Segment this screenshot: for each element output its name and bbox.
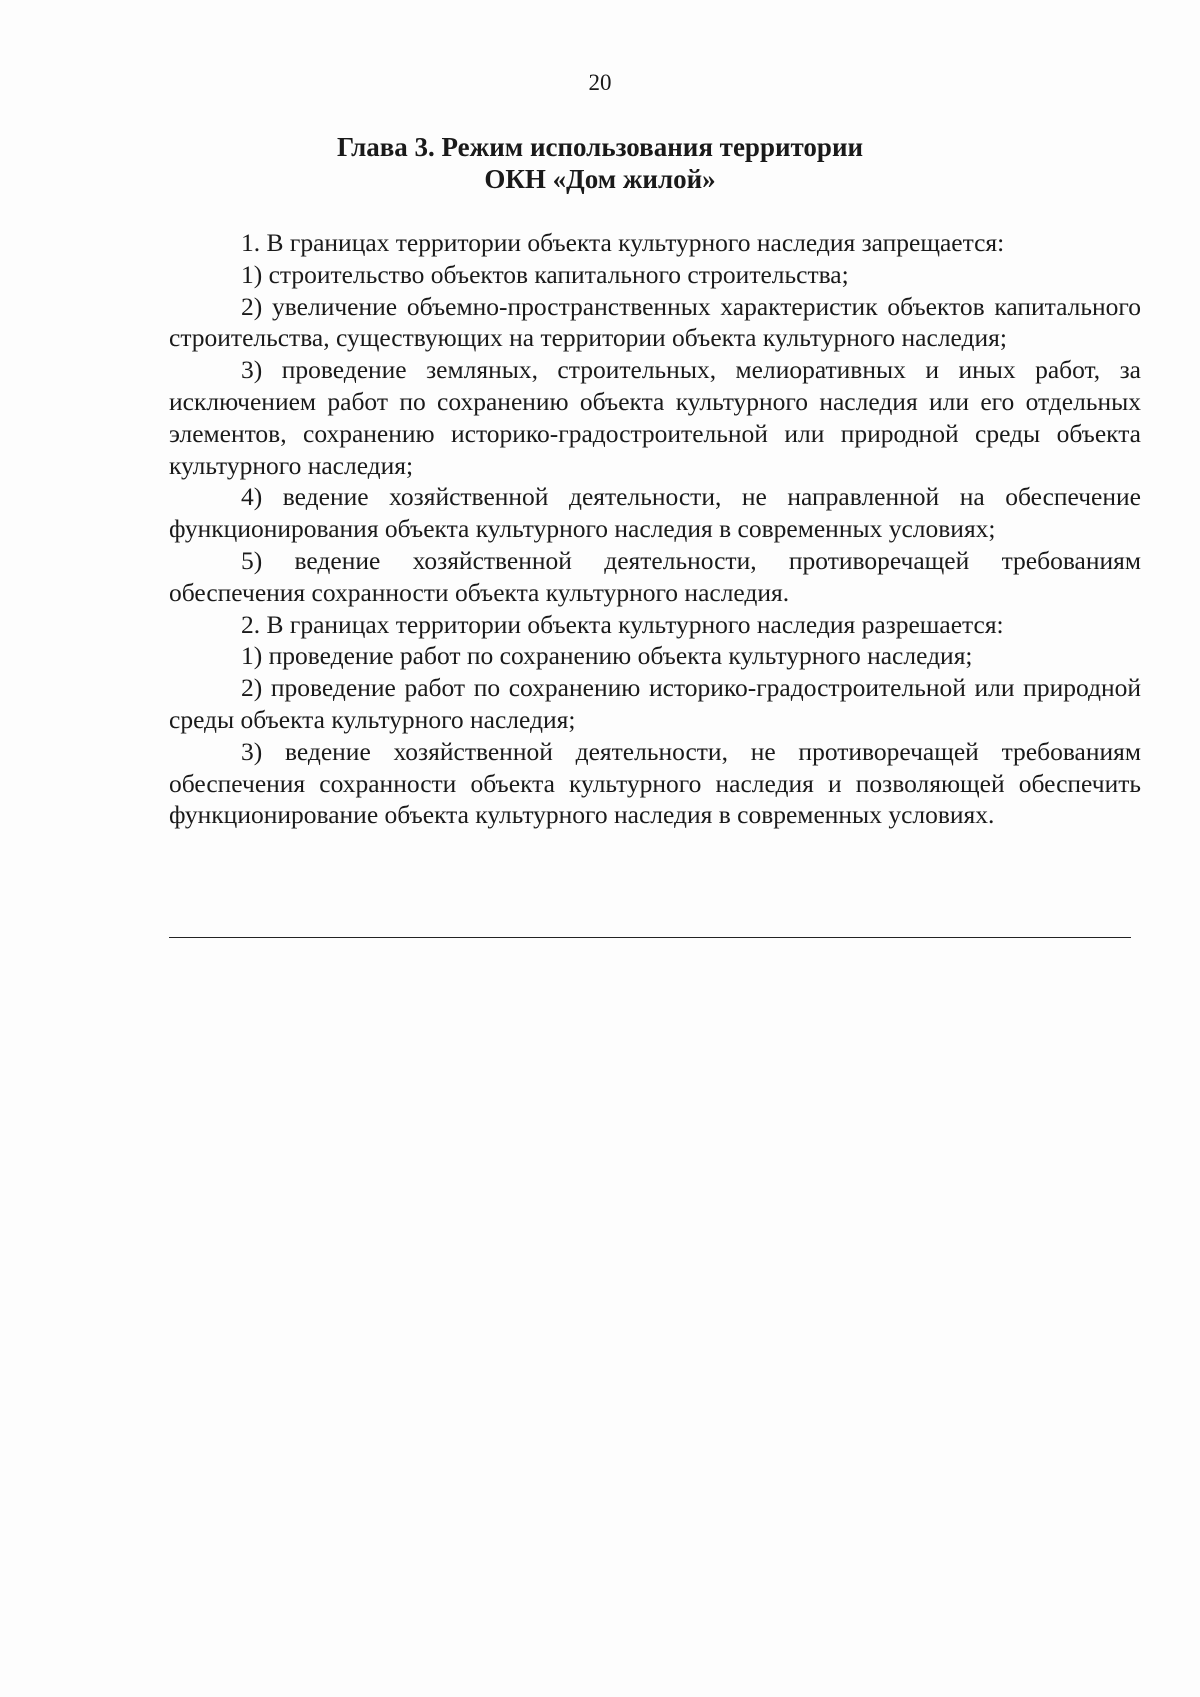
page-number: 20: [588, 70, 612, 95]
permission-item-2: 2) проведение работ по сохранению историко-градостроительной или природной среды объекта культурного наследия;: [169, 673, 1141, 734]
prohibition-item-2: 2) увеличение объемно-пространственных характеристик объектов капитального строительства, существующих на территории объекта культурного наследия;: [169, 291, 1141, 353]
chapter-heading: [0, 131, 1200, 195]
end-divider-line: [169, 937, 1131, 938]
permission-item-1: 1) проведение работ по сохранению объекта культурного наследия;: [241, 641, 973, 671]
chapter-heading-line-1: Глава 3. Режим использования территории: [336, 132, 864, 162]
prohibition-item-1: 1) строительство объектов капитального строительства;: [241, 259, 849, 289]
chapter-heading-line-2: ОКН «Дом жилой»: [484, 164, 716, 194]
permissions-intro: 2. В границах территории объекта культурного наследия разрешается:: [241, 609, 1004, 639]
prohibition-item-4: 4) ведение хозяйственной деятельности, не направленной на обеспечение функционирования объекта культурного наследия в современных условиях;: [169, 482, 1141, 544]
chapter-body: [169, 227, 1141, 831]
prohibition-item-5: 5) ведение хозяйственной деятельности, противоречащей требованиям обеспечения сохранности объекта культурного наследия.: [169, 545, 1141, 607]
prohibitions-intro: 1. В границах территории объекта культурного наследия запрещается:: [241, 228, 1005, 257]
prohibition-item-3: 3) проведение земляных, строительных, мелиоративных и иных работ, за исключением работ по сохранению объекта культурного наследия или его отдельных элементов, сохранению историко-градостроительной или природной среды объекта культурного наследия;: [169, 355, 1141, 480]
permission-item-3: 3) ведение хозяйственной деятельности, не противоречащей требованиям обеспечения сохранности объекта культурного наследия и позволяющей обеспечить функционирование объекта культурного наследия в современных условиях.: [169, 736, 1141, 830]
